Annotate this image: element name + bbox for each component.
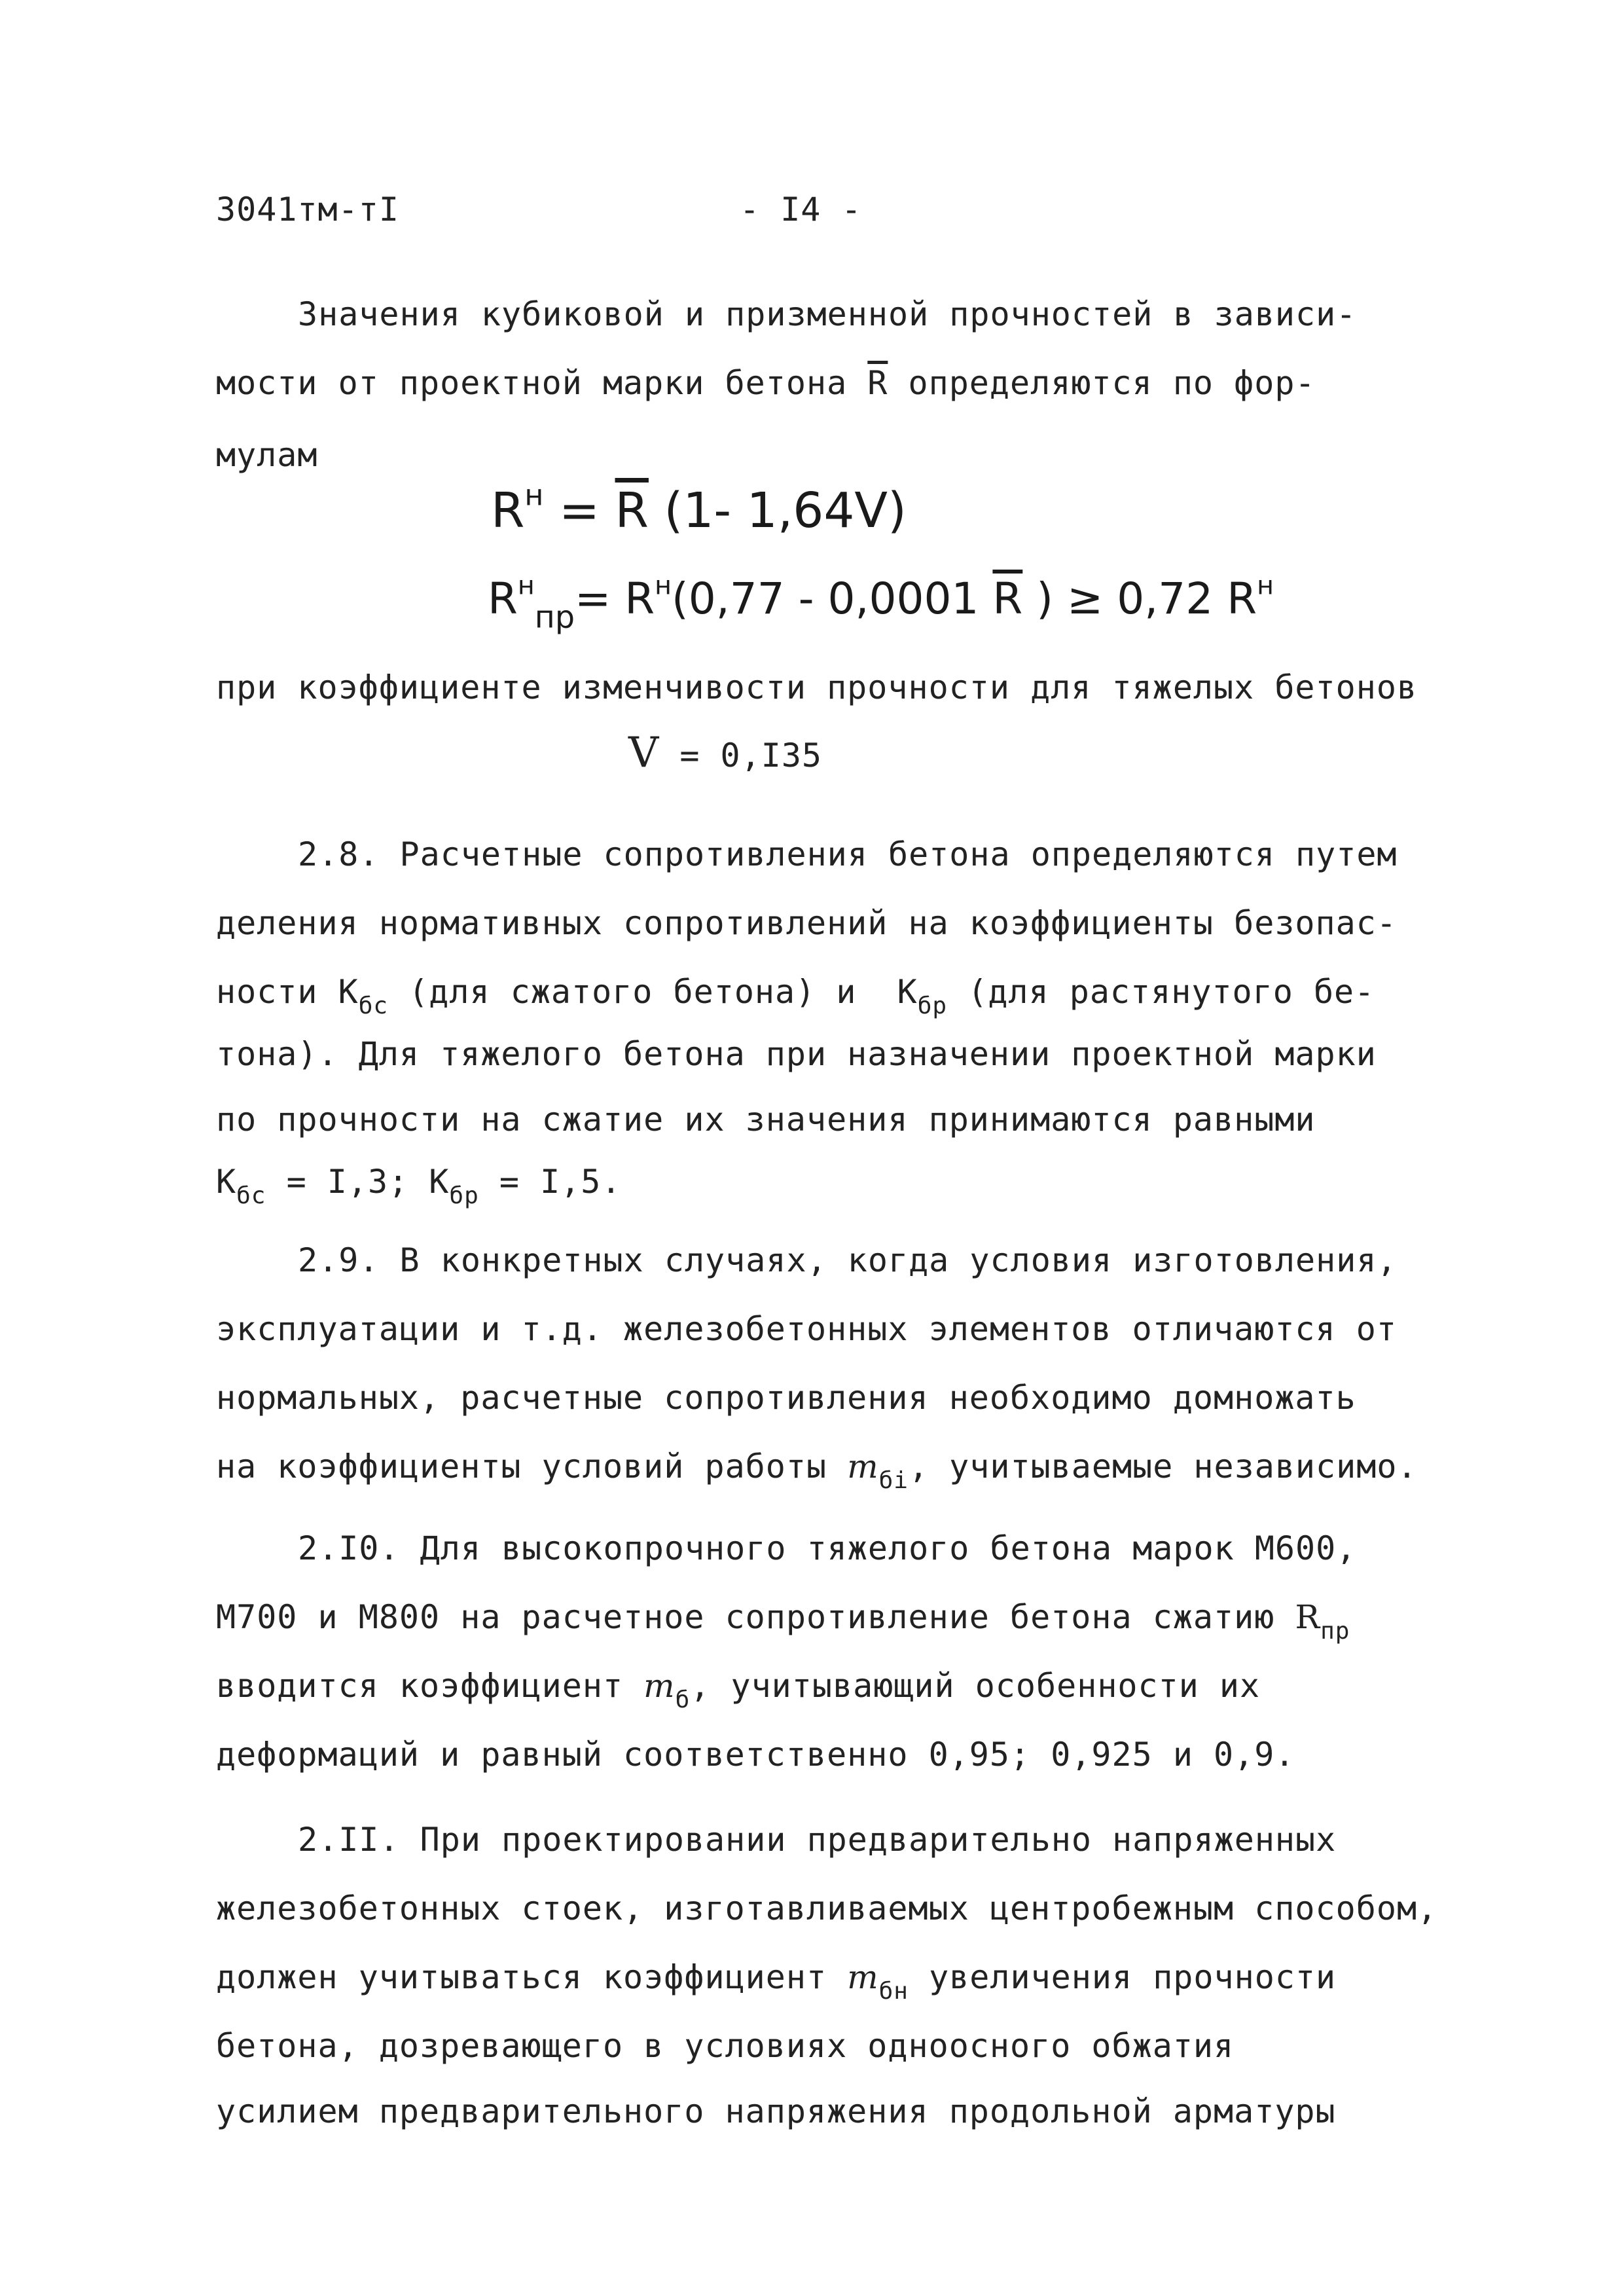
p210-line-4: деформаций и равный соответственно 0,95; 0,925 и 0,9. <box>216 1736 1295 1774</box>
p28-line-2: деления нормативных сопротивлений на коэффициенты безопас- <box>216 904 1397 942</box>
variation-line: при коэффициенте изменчивости прочности для тяжелых бетонов <box>216 668 1418 706</box>
p210-line-1: 2.I0. Для высокопрочного тяжелого бетона марок М600, <box>298 1529 1357 1567</box>
p210-line-2: М700 и М800 на расчетное сопротивление бетона сжатию $R_{пр}$ <box>216 1598 1350 1645</box>
formula-cube-strength: $R^н = \overline{R}$ (1- 1,64V) <box>491 479 907 539</box>
p211-line-5: усилием предварительного напряжения продольной арматуры <box>216 2092 1336 2130</box>
p211-line-1: 2.II. При проектировании предварительно напряженных <box>298 1821 1337 1859</box>
intro-line-2: мости от проектной марки бетона $\overline{R}$ определяются по фор- <box>216 364 1316 402</box>
p28-line-4: тона). Для тяжелого бетона при назначении проектной марки <box>216 1035 1377 1073</box>
p29-line-3: нормальных, расчетные сопротивления необходимо домножать <box>216 1379 1356 1417</box>
p210-line-3: вводится коэффициент $m_б$, учитывающий особенности их <box>216 1667 1261 1714</box>
p211-line-2: железобетонных стоек, изготавливаемых центробежным способом, <box>216 1889 1438 1927</box>
p211-line-4: бетона, дозревающего в условиях одноосного обжатия <box>216 2027 1235 2065</box>
intro-line-3: мулам <box>216 436 318 474</box>
p28-line-5: по прочности на сжатие их значения принимаются равными <box>216 1101 1316 1139</box>
p28-line-6: $К_{бс} = I,3$; $К_{бр} = I,5$. <box>216 1163 622 1210</box>
page-number: - I4 - <box>740 191 862 228</box>
variation-formula: V = 0,I35 <box>628 729 823 777</box>
p29-line-1: 2.9. В конкретных случаях, когда условия изготовления, <box>298 1241 1398 1279</box>
p28-line-3: ности $К_{бс}$ (для сжатого бетона) и $К_{бр}$ (для растянутого бе- <box>216 973 1375 1020</box>
r-bar-symbol: $\overline{R}$ <box>867 364 888 402</box>
p29-line-2: эксплуатации и т.д. железобетонных элементов отличаются от <box>216 1310 1397 1348</box>
document-code: 3041тм-тI <box>216 191 399 228</box>
p29-line-4: на коэффициенты условий работы $m_{бi}$, учитываемые независимо. <box>216 1448 1418 1495</box>
intro-line-1: Значения кубиковой и призменной прочностей в зависи- <box>298 295 1357 333</box>
p28-line-1: 2.8. Расчетные сопротивления бетона определяются путем <box>298 835 1398 873</box>
formula-prism-strength: $R^н_{пр}= R^н(0,77 - 0,0001$ $\overline{R}$ ) ≥ 0,72 $R^н$ <box>488 570 1274 636</box>
p211-line-3: должен учитываться коэффициент $m_{бн}$ увеличения прочности <box>216 1958 1337 2005</box>
